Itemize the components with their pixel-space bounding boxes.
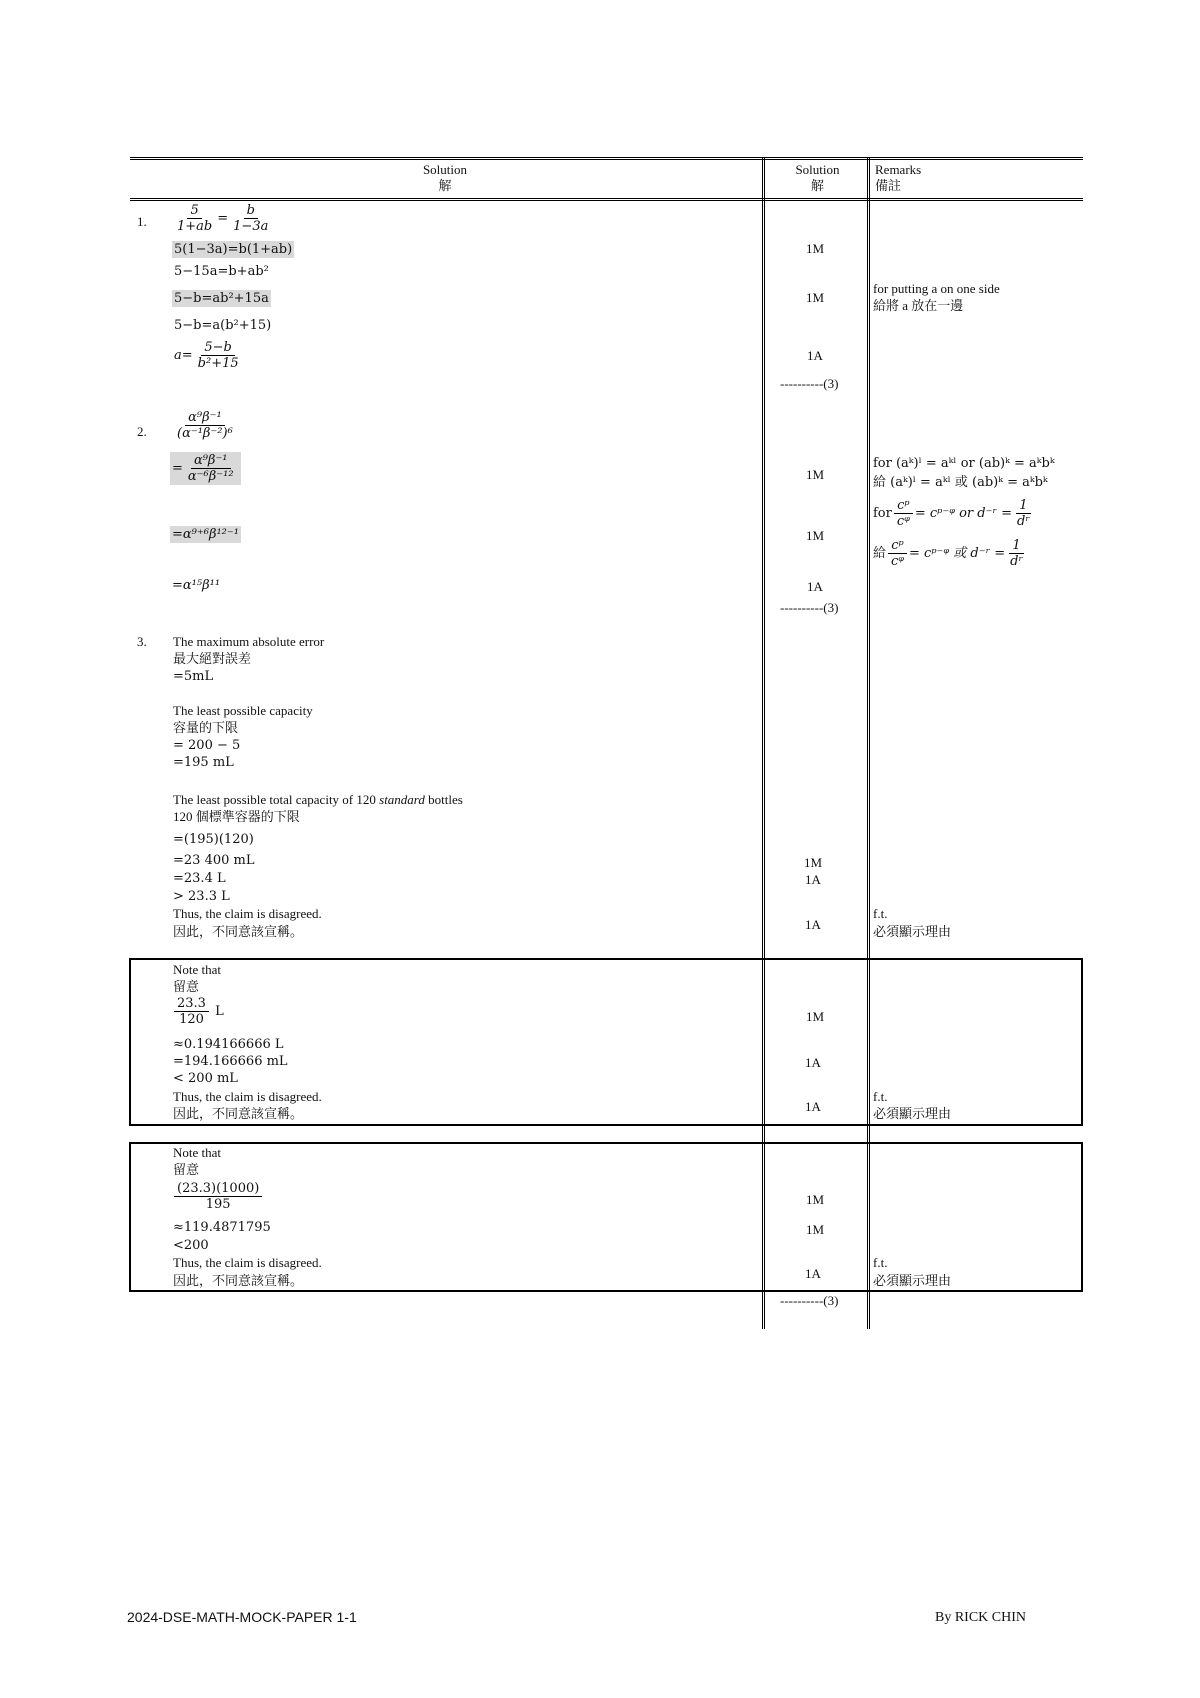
q3-b3: = 200 − 5 — [173, 738, 241, 753]
q2-line-4: =α¹⁵β¹¹ — [172, 578, 221, 593]
alt1-mark-3: 1A — [805, 1099, 821, 1114]
q2-r3-mid: = cᵖ⁻ᵠ or d⁻ʳ = — [914, 506, 1013, 521]
q2-l2-prefix: = — [172, 461, 183, 476]
alt1-mark-2: 1A — [805, 1055, 821, 1070]
q3-b1: The least possible capacity — [173, 703, 313, 718]
q2-remark-2: 給 (aᵏ)ˡ = aᵏˡ 或 (ab)ᵏ = aᵏbᵏ — [873, 475, 1048, 490]
q2-l1-num: α⁹β⁻¹ — [185, 410, 225, 426]
alt1-note-en: Note that — [173, 962, 222, 977]
q3-c1-pre: The least possible total capacity of 120 — [173, 792, 380, 807]
q2-r4-den: cᵠ — [891, 554, 905, 569]
alt2-line-3: <200 — [173, 1238, 209, 1253]
q1-mark-3: 1A — [807, 348, 823, 363]
q1-l6-den: b²+15 — [197, 356, 239, 371]
q2-remark-3 — [873, 498, 1035, 529]
q2-r3-prefix: for — [873, 506, 892, 521]
alt2-line-5: 因此，不同意該宣稱。 — [173, 1273, 304, 1288]
header-bottom-rule — [130, 198, 1083, 201]
q3-mark-3: 1A — [805, 917, 821, 932]
q2-remark-1: for (aᵏ)ˡ = aᵏˡ or (ab)ᵏ = aᵏbᵏ — [873, 456, 1055, 471]
q3-mark-1: 1M — [803, 855, 823, 870]
alt1-frac-den: 120 — [179, 1012, 204, 1027]
alt1-line-2: ≈0.194166666 L — [173, 1037, 284, 1052]
q3-c8: 因此，不同意該宣稱。 — [173, 924, 304, 939]
q3-a1: The maximum absolute error — [173, 634, 325, 649]
alt2-note-zh: 留意 — [173, 1162, 200, 1177]
q1-remark-zh: 給將 a 放在一邊 — [873, 298, 964, 313]
q1-frac-a-den: 1+ab — [177, 219, 213, 234]
q2-r4-num2: 1 — [1009, 538, 1023, 554]
q1-total: ----------(3) — [780, 376, 839, 391]
q1-frac-b-den: 1−3a — [233, 219, 269, 234]
q2-total: ----------(3) — [780, 600, 839, 615]
header-remarks-zh: 備註 — [875, 178, 902, 193]
footer-author: By RICK CHIN — [935, 1610, 1027, 1625]
q2-line-1 — [172, 410, 238, 441]
q2-line-2 — [170, 452, 241, 485]
q1-number: 1. — [137, 214, 147, 229]
q3-b2: 容量的下限 — [173, 720, 239, 735]
q2-r3-den2: dʳ — [1017, 514, 1030, 529]
alt2-frac-num: (23.3)(1000) — [174, 1181, 262, 1197]
q1-l6-prefix: a= — [174, 348, 193, 363]
q2-l2-den: α⁻⁶β⁻¹² — [187, 469, 234, 484]
q2-r4-prefix: 給 — [873, 546, 887, 561]
alt2-note-en: Note that — [173, 1145, 222, 1160]
q2-line-3: =α⁹⁺⁶β¹²⁻¹ — [172, 527, 239, 542]
q2-r3-num2: 1 — [1016, 498, 1030, 514]
q2-r4-mid: = cᵖ⁻ᵠ 或 d⁻ʳ = — [909, 546, 1006, 561]
q1-line-4: 5−b=ab²+15a — [174, 291, 269, 306]
alt2-mark-1: 1M — [805, 1192, 825, 1207]
q3-c3: =(195)(120) — [173, 832, 254, 847]
q3-number: 3. — [137, 634, 147, 649]
q3-c1 — [173, 792, 463, 807]
q1-line-5: 5−b=a(b²+15) — [174, 318, 272, 333]
q2-l2-num: α⁹β⁻¹ — [191, 453, 231, 469]
q1-mark-2: 1M — [805, 290, 825, 305]
alt1-line-4: < 200 mL — [173, 1071, 238, 1086]
q2-mark-2: 1M — [805, 528, 825, 543]
alt2-total: ----------(3) — [780, 1293, 839, 1308]
q3-remark-zh: 必須顯示理由 — [873, 924, 952, 939]
q1-l6-num: 5−b — [201, 340, 235, 356]
q3-c5: =23.4 L — [173, 871, 226, 886]
q3-c7: Thus, the claim is disagreed. — [173, 906, 322, 921]
q2-r4-den2: dʳ — [1010, 554, 1023, 569]
q1-frac-a-num: 5 — [187, 203, 201, 219]
q1-line-3: 5−15a=b+ab² — [174, 264, 269, 279]
q1-frac-b-num: b — [244, 203, 258, 219]
alt2-mark-3: 1A — [805, 1266, 821, 1281]
q3-c1-post: bottles — [424, 792, 463, 807]
alt1-fraction — [172, 996, 224, 1027]
alt2-line-2: ≈119.4871795 — [173, 1220, 271, 1235]
q3-mark-2: 1A — [805, 872, 821, 887]
header-solution-en: Solution — [422, 162, 468, 177]
q3-c1-italic: standard — [379, 792, 425, 807]
header-remarks-en: Remarks — [875, 162, 922, 177]
q2-r4-num: cᵖ — [888, 538, 906, 554]
alt1-line-3: =194.166666 mL — [173, 1054, 288, 1069]
alt2-frac-den: 195 — [205, 1197, 231, 1212]
alt1-mark-1: 1M — [805, 1009, 825, 1024]
q1-remark-en: for putting a on one side — [873, 281, 1000, 296]
alt1-frac-num: 23.3 — [174, 996, 209, 1012]
alt1-line-6: 因此，不同意該宣稱。 — [173, 1106, 304, 1121]
header-solution-zh: 解 — [438, 178, 452, 193]
q3-c6: > 23.3 L — [173, 889, 230, 904]
q1-line-1: $\frac{5}{1+ab}$ = $\frac{b}{1-3a}$ — [172, 203, 273, 234]
q2-number: 2. — [137, 424, 147, 439]
table-top-rule — [130, 157, 1083, 160]
footer-paper-code: 2024-DSE-MATH-MOCK-PAPER 1-1 — [127, 1609, 357, 1625]
alt2-fraction — [172, 1181, 264, 1212]
alt1-line-5: Thus, the claim is disagreed. — [173, 1089, 322, 1104]
q2-remark-4 — [873, 538, 1028, 569]
q3-remark-en: f.t. — [873, 906, 888, 921]
q2-r3-den: cᵠ — [896, 514, 910, 529]
q2-l1-den: (α⁻¹β⁻²)⁶ — [177, 426, 233, 441]
q3-b4: =195 mL — [173, 755, 234, 770]
q1-mark-1: 1M — [805, 241, 825, 256]
alt1-remark-zh: 必須顯示理由 — [873, 1106, 952, 1121]
q2-mark-1: 1M — [805, 467, 825, 482]
q3-a2: 最大絕對誤差 — [173, 651, 252, 666]
alt1-remark-en: f.t. — [873, 1089, 888, 1104]
alt2-line-4: Thus, the claim is disagreed. — [173, 1255, 322, 1270]
alt1-frac-unit: L — [215, 1004, 224, 1019]
alt2-remark-zh: 必須顯示理由 — [873, 1273, 952, 1288]
q3-a3: =5mL — [173, 669, 214, 684]
q2-mark-3: 1A — [807, 579, 823, 594]
header-marks-en: Solution — [795, 162, 840, 177]
q2-r3-num: cᵖ — [894, 498, 912, 514]
alt2-mark-2: 1M — [805, 1222, 825, 1237]
q3-c2: 120 個標準容器的下限 — [173, 809, 300, 824]
q1-line-6 — [174, 340, 244, 371]
alt1-note-zh: 留意 — [173, 979, 200, 994]
q1-line-2: 5(1−3a)=b(1+ab) — [174, 242, 293, 257]
alt2-remark-en: f.t. — [873, 1255, 888, 1270]
q3-c4: =23 400 mL — [173, 853, 255, 868]
header-marks-zh: 解 — [810, 178, 824, 193]
